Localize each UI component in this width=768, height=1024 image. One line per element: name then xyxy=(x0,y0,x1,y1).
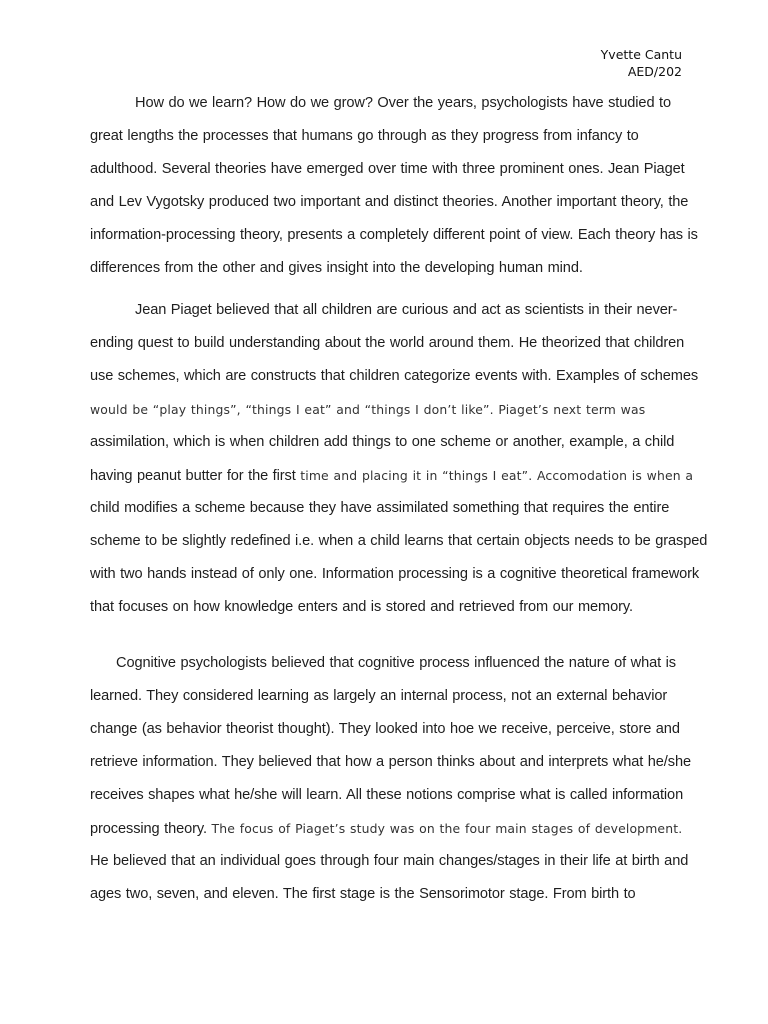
text-line xyxy=(90,878,680,911)
text-run: The focus of Piaget’s study was on the four main stages of development. xyxy=(211,821,683,836)
text-line xyxy=(90,120,680,153)
text-run: Cognitive psychologists believed that cognitive process influenced the nature of what is xyxy=(116,655,676,671)
text-line xyxy=(90,87,680,120)
text-line xyxy=(90,812,683,845)
paragraph-gap xyxy=(90,624,680,647)
text-line xyxy=(90,746,691,779)
text-run: child modifies a scheme because they have assimilated something that requires the entire xyxy=(90,500,670,516)
text-line xyxy=(90,252,680,285)
text-run: time and placing it in “things I eat”. Accomodation is when a xyxy=(300,468,694,483)
text-line xyxy=(90,393,680,426)
text-line xyxy=(90,219,698,252)
text-run: use schemes, which are constructs that children categorize events with. Examples of schemes xyxy=(90,368,699,384)
text-line xyxy=(90,492,680,525)
document-body xyxy=(90,87,708,911)
paragraph xyxy=(90,647,691,911)
course-code: AED/202 xyxy=(627,64,682,79)
text-run: How do we learn? How do we grow? Over the years, psychologists have studied to xyxy=(135,95,671,111)
text-line xyxy=(90,647,680,680)
text-run: Jean Piaget believed that all children are curious and act as scientists in their never- xyxy=(135,302,678,318)
text-run: assimilation, which is when children add things to one scheme or another, example, a child xyxy=(90,434,675,450)
text-run: that focuses on how knowledge enters and is stored and retrieved from our memory. xyxy=(90,599,633,615)
text-run: scheme to be slightly redefined i.e. when a child learns that certain objects needs to be grasped xyxy=(90,533,708,549)
document-header xyxy=(601,46,682,80)
text-line xyxy=(90,360,699,393)
text-run: would be “play things”, “things I eat” and “things I don’t like”. Piaget’s next term was xyxy=(90,402,646,417)
text-run: He believed that an individual goes through four main changes/stages in their life at birth and xyxy=(90,853,689,869)
text-run: adulthood. Several theories have emerged over time with three prominent ones. Jean Piaget xyxy=(90,161,685,177)
text-run: and Lev Vygotsky produced two important and distinct theories. Another important theory, the xyxy=(90,194,689,210)
text-line xyxy=(90,186,689,219)
text-run: with two hands instead of only one. Information processing is a cognitive theoretical framework xyxy=(90,566,700,582)
text-run: differences from the other and gives insight into the developing human mind. xyxy=(90,260,583,276)
text-run: learned. They considered learning as largely an internal process, not an external behavior xyxy=(90,688,668,704)
text-line xyxy=(90,591,680,624)
text-line xyxy=(90,525,708,558)
text-line xyxy=(90,294,680,327)
text-run: retrieve information. They believed that how a person thinks about and interprets what he/she xyxy=(90,754,691,770)
text-run: having peanut butter for the first xyxy=(90,468,301,484)
text-line xyxy=(90,426,680,459)
text-line xyxy=(90,680,680,713)
text-line xyxy=(90,713,680,746)
text-line xyxy=(90,153,685,186)
paragraph-gap xyxy=(90,285,680,294)
text-run: receives shapes what he/she will learn. All these notions comprise what is called information xyxy=(90,787,684,803)
text-line xyxy=(90,459,694,492)
text-line xyxy=(90,327,685,360)
text-run: information-processing theory, presents a completely different point of view. Each theory has is xyxy=(90,227,698,243)
author-name: Yvette Cantu xyxy=(600,47,682,62)
text-run: processing theory. xyxy=(90,821,212,837)
text-line xyxy=(90,779,684,812)
text-run: ending quest to build understanding about the world around them. He theorized that children xyxy=(90,335,685,351)
text-run: ages two, seven, and eleven. The first stage is the Sensorimotor stage. From birth to xyxy=(90,886,636,902)
paragraph xyxy=(90,294,708,624)
text-run: great lengths the processes that humans go through as they progress from infancy to xyxy=(90,128,639,144)
text-line xyxy=(90,845,689,878)
text-run: change (as behavior theorist thought). They looked into hoe we receive, perceive, store and xyxy=(90,721,680,737)
text-line xyxy=(90,558,700,591)
paragraph xyxy=(90,87,698,285)
